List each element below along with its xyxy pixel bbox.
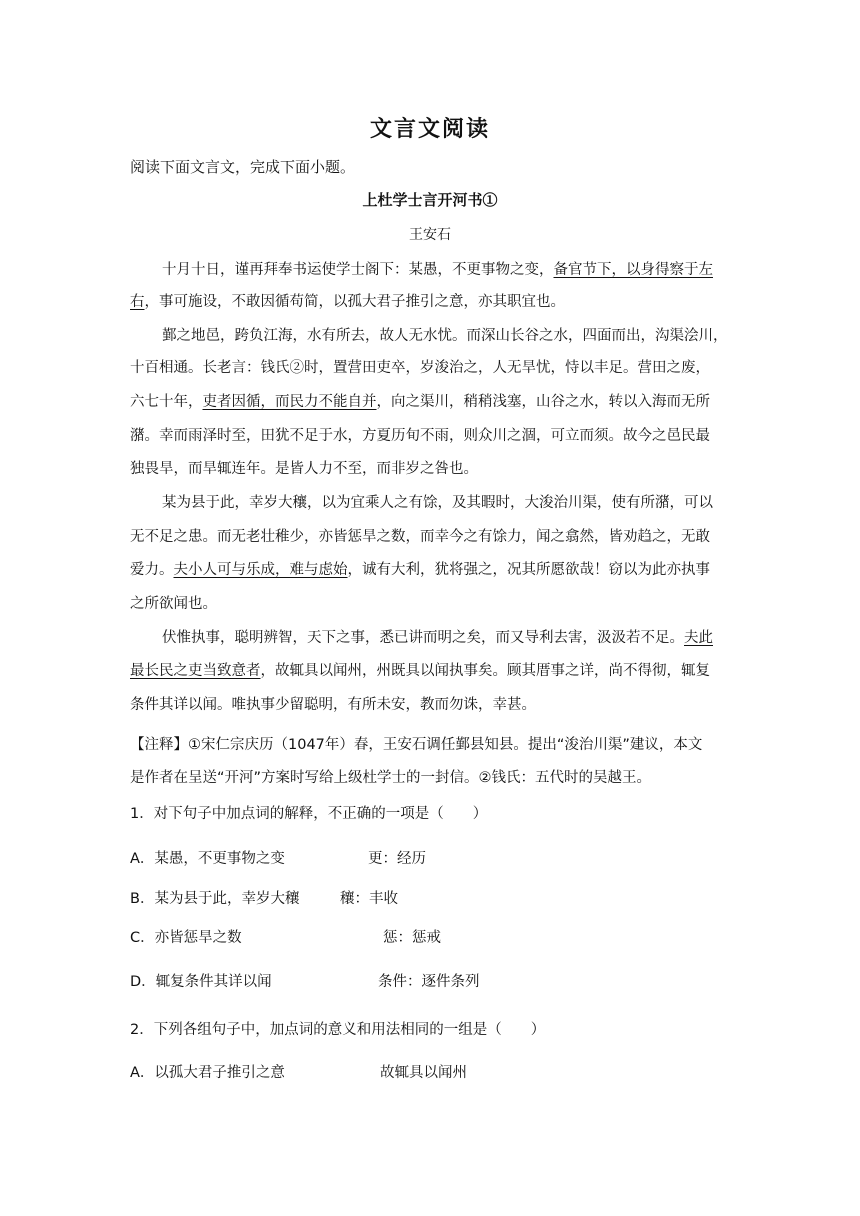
- question-1-option-c: [130, 926, 441, 947]
- option-gloss: 惩：惩戒: [383, 930, 441, 946]
- option-text: D．辄复条件其详以闻: [130, 974, 272, 990]
- underlined-sentence: 夫小人可与乐成，难与虑始: [173, 562, 348, 578]
- option-text: A．以孤大君子推引之意: [130, 1065, 285, 1081]
- annotation-note: 是作者在呈送“开河”方案时写给上级杜学士的一封信。②钱氏：五代时的吴越王。: [130, 770, 652, 786]
- question-2-option-a: [130, 1061, 467, 1082]
- question-1-option-d: [130, 970, 480, 991]
- passage-line: [130, 390, 710, 411]
- passage-text: ，诚有大利，犹将强之，况其所愿欲哉！窃以为此亦执事: [347, 562, 710, 578]
- passage-text: ，故辄具以闻州，州既具以闻执事矣。顾其厝事之详，尚不得彻，辄复: [260, 663, 710, 679]
- passage-line: 十百相通。长老言：钱氏②时，置营田吏卒，岁浚治之，人无旱忧，恃以丰足。营田之废，: [130, 360, 710, 376]
- underlined-sentence: 右: [130, 294, 145, 310]
- passage-line: [162, 258, 713, 279]
- page-title: 文言文阅读: [369, 117, 490, 142]
- passage-line: [130, 558, 710, 579]
- passage-title: 上杜学士言开河书①: [362, 191, 498, 209]
- passage-text: 伏惟执事，聪明辨智，天下之事，悉已讲而明之矣，而又导利去害，汲汲若不足。: [162, 630, 684, 646]
- option-text: A．某愚，不更事物之变: [130, 851, 285, 867]
- question-1-stem: 1．对下句子中加点词的解释，不正确的一项是（ ）: [130, 806, 488, 822]
- passage-text: ，向之渠川，稍稍浅塞，山谷之水，转以入海而无所: [376, 394, 710, 410]
- option-gloss: 条件：逐件条列: [378, 974, 480, 990]
- passage-line: [130, 290, 565, 311]
- passage-line: 独畏旱，而旱辄连年。是皆人力不至，而非岁之咎也。: [130, 461, 478, 477]
- underlined-sentence: 最长民之吏当致意者: [130, 663, 261, 679]
- passage-line: 无不足之患。而无老壮稚少，亦皆惩旱之数，而幸今之有馀力，闻之翕然，皆劝趋之，无敢: [130, 529, 710, 545]
- option-gloss: 穰：丰收: [340, 891, 398, 907]
- passage-line: [162, 626, 713, 647]
- option-gloss: 更：经历: [368, 851, 426, 867]
- question-1-option-b: [130, 887, 398, 908]
- passage-line: 某为县于此，幸岁大穰，以为宜乘人之有馀，及其暇时，大浚治川渠，使有所潴，可以: [162, 495, 713, 511]
- passage-line: [130, 659, 710, 680]
- annotation-note: 【注释】①宋仁宗庆历（1047年）春，王安石调任鄞县知县。提出“浚治川渠”建议，本文: [130, 737, 703, 753]
- passage-text: 爱力。: [130, 562, 174, 578]
- underlined-sentence: 吏者因循，而民力不能自并: [202, 394, 377, 410]
- option-gloss: 故辄具以闻州: [380, 1065, 467, 1081]
- underlined-sentence: 备官节下，以身得察于左: [553, 262, 713, 278]
- passage-line: 之所欲闻也。: [130, 596, 217, 612]
- passage-text: 十月十日，谨再拜奉书运使学士阁下：某愚，不更事物之变，: [162, 262, 554, 278]
- option-text: C．亦皆惩旱之数: [130, 930, 242, 946]
- option-text: B．某为县于此，幸岁大穰: [130, 891, 300, 907]
- question-1-option-a: [130, 847, 426, 868]
- passage-author: 王安石: [409, 227, 451, 243]
- passage-line: 鄞之地邑，跨负江海，水有所去，故人无水忧。而深山长谷之水，四面而出，沟渠浍川，: [162, 328, 728, 344]
- question-2-stem: 2．下列各组句子中，加点词的意义和用法相同的一组是（ ）: [130, 1022, 546, 1038]
- instruction-text: 阅读下面文言文，完成下面小题。: [130, 158, 356, 176]
- passage-line: 潴。幸而雨泽时至，田犹不足于水，方夏历旬不雨，则众川之涸，可立而须。故今之邑民最: [130, 428, 710, 444]
- underlined-sentence: 夫此: [684, 630, 713, 646]
- passage-text: ，事可施设，不敢因循苟简，以孤大君子推引之意，亦其职宜也。: [144, 294, 565, 310]
- passage-line: 条件其详以闻。唯执事少留聪明，有所未安，教而勿诛，幸甚。: [130, 697, 536, 713]
- passage-text: 六七十年，: [130, 394, 203, 410]
